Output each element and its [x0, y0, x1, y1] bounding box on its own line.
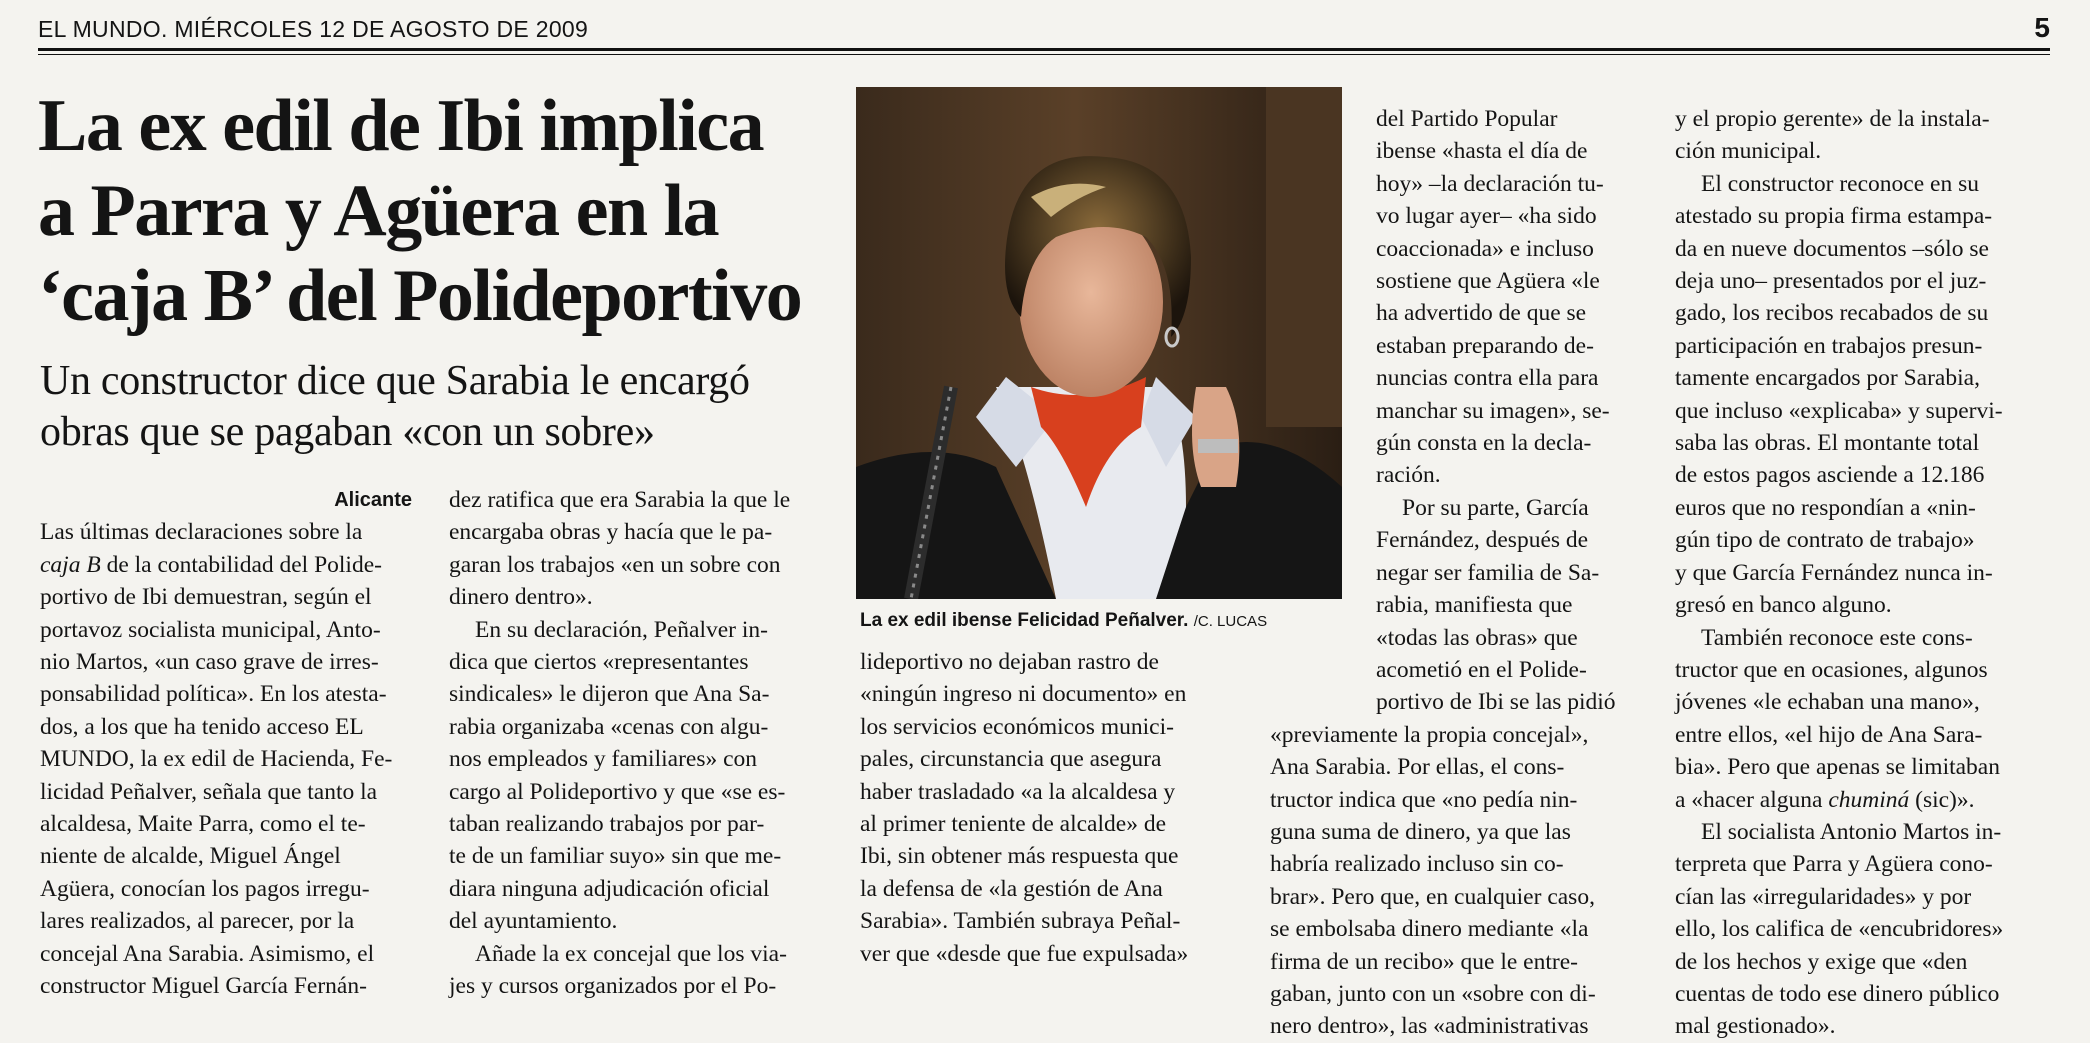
col2-line-4: dinero dentro». — [449, 584, 593, 611]
col2-line-6: dica que ciertos «representantes — [449, 649, 749, 676]
article-column-2 — [449, 484, 821, 1003]
article-headline — [38, 84, 858, 339]
col1-line-2-rest: de la contabilidad del Polide- — [100, 551, 382, 578]
col1-line-15: constructor Miguel García Fernán- — [40, 973, 367, 1000]
article-column-1 — [40, 484, 412, 1003]
col4-line-7: ha advertido de que se — [1376, 300, 1587, 327]
col1-line-8: MUNDO, la ex edil de Hacienda, Fe- — [40, 746, 393, 773]
col4-line-2: ibense «hasta el día de — [1376, 138, 1588, 165]
col3-line-7: Ibi, sin obtener más respuesta que — [860, 843, 1179, 870]
col5-line-26: ello, los califica de «encubridores» — [1675, 916, 2004, 943]
col2-line-15: Añade la ex concejal que los via- — [475, 940, 787, 967]
col2-line-10: cargo al Polideportivo y que «se es- — [449, 778, 786, 805]
col5-line-7: gado, los recibos recabados de su — [1675, 300, 1989, 327]
col5-line-20: entre ellos, «el hijo de Ana Sara- — [1675, 721, 1983, 748]
col5-line-12: de estos pagos asciende a 12.186 — [1675, 462, 1985, 489]
col1-line-3: portivo de Ibi demuestran, según el — [40, 584, 372, 611]
col2-line-13: diara ninguna adjudicación oficial — [449, 875, 770, 902]
col4-line-17: «todas las obras» que — [1376, 624, 1578, 651]
col2-line-12: te de un familiar suyo» sin que me- — [449, 843, 782, 870]
col5-line-14: gún tipo de contrato de trabajo» — [1675, 527, 1975, 554]
col4-line-26: se embolsaba dinero mediante «la — [1270, 916, 1589, 943]
col4-line-29: nero dentro», las «administrativas — [1270, 1013, 1589, 1040]
col5-line-18: tructor que en ocasiones, algunos — [1675, 656, 1988, 683]
col3-line-5: haber trasladado «a la alcaldesa y — [860, 778, 1176, 805]
headline-line-3: ‘caja B’ del Polideportivo — [38, 255, 802, 337]
article-column-4 — [1270, 103, 1642, 1043]
col4-line-24: habría realizado incluso sin co- — [1270, 851, 1564, 878]
col5-line-21: bia». Pero que apenas se limitaban — [1675, 754, 2000, 781]
col2-line-1: dez ratifica que era Sarabia la que le — [449, 487, 791, 513]
col1-line-4: portavoz socialista municipal, Anto- — [40, 616, 381, 643]
col2-line-5: En su declaración, Peñalver in- — [475, 616, 768, 643]
col5-line-17: También reconoce este cons- — [1701, 624, 1973, 651]
col1-caja-b: caja B — [40, 551, 101, 578]
col3-line-2: «ningún ingreso ni documento» en — [860, 681, 1187, 708]
col5-line-22-a: a «hacer alguna — [1675, 786, 1829, 813]
col3-line-3: los servicios económicos munici- — [860, 713, 1174, 740]
col5-line-29: mal gestionado». — [1675, 1013, 1836, 1040]
photo-caption-text: La ex edil ibense Felicidad Peñalver. — [860, 610, 1189, 631]
col5-line-2: ción municipal. — [1675, 138, 1822, 165]
col5-line-3: El constructor reconoce en su — [1701, 170, 1979, 197]
col5-line-16: gresó en banco alguno. — [1675, 592, 1892, 619]
col5-line-25: cían las «irregularidades» y por — [1675, 883, 1972, 910]
col5-line-22 — [1675, 784, 2047, 816]
col4-line-27: firma de un recibo» que le entre- — [1270, 948, 1578, 975]
col4-line-14: Fernández, después de — [1376, 527, 1589, 554]
article-column-5 — [1675, 103, 2047, 1043]
col4-line-4: vo lugar ayer– «ha sido — [1376, 203, 1597, 230]
col5-line-6: deja uno– presentados por el juz- — [1675, 268, 1987, 295]
col4-line-3: hoy» –la declaración tu- — [1376, 170, 1604, 197]
col5-line-11: saba las obras. El montante total — [1675, 430, 1980, 457]
article-column-3 — [860, 646, 1232, 970]
col1-line-12: Agüera, conocían los pagos irregu- — [40, 875, 370, 902]
newspaper-dateline: EL MUNDO. MIÉRCOLES 12 DE AGOSTO DE 2009 — [38, 16, 589, 42]
col3-line-1: lideportivo no dejaban rastro de — [860, 649, 1159, 675]
col5-line-27: de los hechos y exige que «den — [1675, 948, 1968, 975]
col4-line-15: negar ser familia de Sa- — [1376, 559, 1600, 586]
col4-line-20: «previamente la propia concejal», — [1270, 721, 1589, 748]
col4-line-5: coaccionada» e incluso — [1376, 235, 1594, 262]
col5-line-24: terpreta que Parra y Agüera cono- — [1675, 851, 1993, 878]
col4-line-22: tructor indica que «no pedía nin- — [1270, 786, 1578, 813]
col5-line-8: participación en trabajos presun- — [1675, 332, 1983, 359]
col1-line-14: concejal Ana Sarabia. Asimismo, el — [40, 940, 375, 967]
col2-line-14: del ayuntamiento. — [449, 908, 618, 935]
col1-line-7: dos, a los que ha tenido acceso EL — [40, 713, 364, 740]
col4-line-16: rabia, manifiesta que — [1376, 592, 1573, 619]
col4-line-8: estaban preparando de- — [1376, 332, 1594, 359]
col4-line-1: del Partido Popular — [1376, 106, 1558, 132]
col5-line-1: y el propio gerente» de la instala- — [1675, 106, 1990, 132]
col5-line-10: que incluso «explicaba» y supervi- — [1675, 397, 2003, 424]
col3-line-9: Sarabia». También subraya Peñal- — [860, 908, 1181, 935]
col3-line-10: ver que «desde que fue expulsada» — [860, 940, 1189, 967]
col5-line-13: euros que no respondían a «nin- — [1675, 494, 1976, 521]
col1-line-13: lares realizados, al parecer, por la — [40, 908, 355, 935]
col5-line-9: tamente encargados por Sarabia, — [1675, 365, 1980, 392]
subhead-line-1: Un constructor dice que Sarabia le encargó — [40, 358, 750, 404]
col4-line-10: manchar su imagen», se- — [1376, 397, 1610, 424]
col4-line-18: acometió en el Polide- — [1376, 656, 1587, 683]
col2-line-3: garan los trabajos «en un sobre con — [449, 551, 781, 578]
col1-line-5: nio Martos, «un caso grave de irres- — [40, 649, 379, 676]
col5-line-5: da en nueve documentos –sólo se — [1675, 235, 1989, 262]
col5-chumina: chuminá — [1828, 786, 1910, 813]
col3-line-6: al primer teniente de alcalde» de — [860, 811, 1166, 838]
article-subhead — [40, 356, 830, 458]
col1-line-1: Las últimas declaraciones sobre la — [40, 519, 363, 546]
col5-line-23: El socialista Antonio Martos in- — [1701, 818, 2002, 845]
col4-line-25: brar». Pero que, en cualquier caso, — [1270, 883, 1595, 910]
col1-line-11: niente de alcalde, Miguel Ángel — [40, 843, 341, 870]
col4-line-11: gún consta en la decla- — [1376, 430, 1592, 457]
col4-line-23: guna suma de dinero, ya que las — [1270, 818, 1571, 845]
col2-line-16: jes y cursos organizados por el Po- — [449, 973, 777, 1000]
col1-line-10: alcaldesa, Maite Parra, como el te- — [40, 811, 366, 838]
col5-line-28: cuentas de todo ese dinero público — [1675, 980, 2000, 1007]
col4-line-12: ración. — [1376, 462, 1441, 489]
col5-line-22-b: (sic)». — [1909, 786, 1975, 813]
photo-credit: /C. LUCAS — [1193, 613, 1268, 630]
col5-line-19: jóvenes «le echaban una mano», — [1675, 689, 1980, 716]
col3-line-4: pales, circunstancia que asegura — [860, 746, 1162, 773]
col1-line-9: licidad Peñalver, señala que tanto la — [40, 778, 378, 805]
header-rule-thick — [38, 48, 2050, 51]
col4-line-9: nuncias contra ella para — [1376, 365, 1599, 392]
col1-line-6: ponsabilidad política». En los atesta- — [40, 681, 387, 708]
col5-line-4: atestado su propia firma estampa- — [1675, 203, 1993, 230]
page-header — [38, 12, 2050, 48]
col4-line-6: sostiene que Agüera «le — [1376, 268, 1600, 295]
col4-narrow-block — [1376, 103, 1642, 719]
col3-line-8: la defensa de «la gestión de Ana — [860, 875, 1163, 902]
col2-line-9: nos empleados y familiares» con — [449, 746, 758, 773]
subhead-line-2: obras que se pagaban «con un sobre» — [40, 409, 655, 455]
article-byline: Alicante — [334, 489, 412, 511]
col1-line-2 — [40, 549, 412, 581]
col2-line-7: sindicales» le dijeron que Ana Sa- — [449, 681, 770, 708]
headline-line-2: a Parra y Agüera en la — [38, 170, 719, 252]
col2-line-11: taban realizando trabajos por par- — [449, 811, 765, 838]
col4-line-13: Por su parte, García — [1402, 494, 1589, 521]
col4-line-28: gaban, junto con un «sobre con di- — [1270, 980, 1596, 1007]
col2-line-2: encargaba obras y hacía que le pa- — [449, 519, 773, 546]
col4-line-21: Ana Sarabia. Por ellas, el cons- — [1270, 754, 1565, 781]
header-rule-thin — [38, 54, 2050, 55]
page-number: 5 — [2034, 12, 2050, 43]
col5-line-15: y que García Fernández nunca in- — [1675, 559, 1993, 586]
col2-line-8: rabia organizaba «cenas con algu- — [449, 713, 769, 740]
headline-line-1: La ex edil de Ibi implica — [38, 85, 764, 167]
col4-line-19: portivo de Ibi se las pidió — [1376, 689, 1616, 716]
